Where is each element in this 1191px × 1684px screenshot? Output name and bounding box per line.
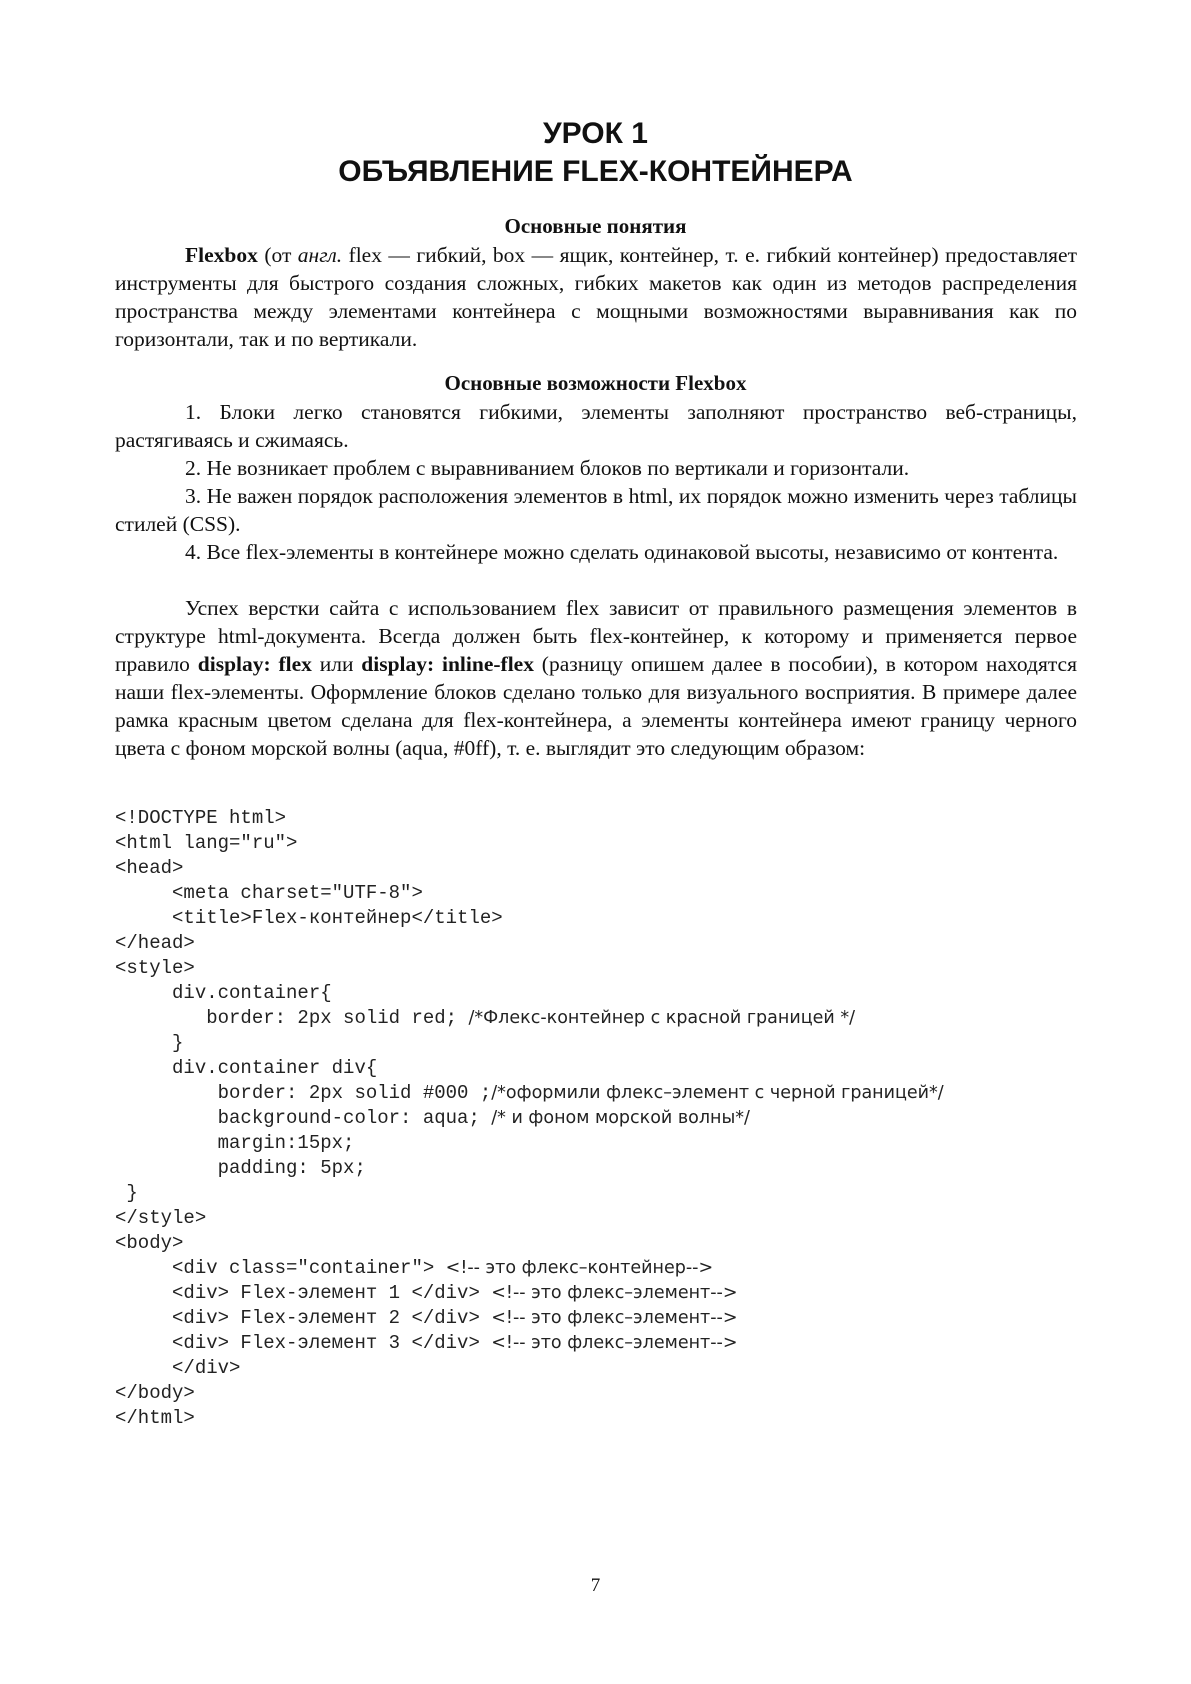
language-abbr: англ. <box>297 243 343 267</box>
paragraph-flexbox-definition <box>115 241 1077 353</box>
code-line: <div class="container"> <!-- это флекс–контейнер--> <box>115 1257 714 1279</box>
code-comment: /*Флекс-контейнер с красной границей */ <box>468 1008 855 1028</box>
code-line: </div> <box>115 1357 241 1379</box>
code-line: padding: 5px; <box>115 1157 366 1179</box>
text-fragment: (от <box>257 243 298 267</box>
code-term-display-inline-flex: display: inline-flex <box>361 652 534 676</box>
text-fragment: или <box>311 652 362 676</box>
code-line: <head> <box>115 857 184 879</box>
lesson-title: УРОК 1 <box>543 117 648 150</box>
code-comment: <!-- это флекс–элемент--> <box>491 1308 738 1328</box>
term-flexbox: Flexbox <box>185 243 258 267</box>
code-line: </style> <box>115 1207 207 1229</box>
code-line: </html> <box>115 1407 195 1429</box>
code-line: <div> Flex-элемент 2 </div> <!-- это флекс–элемент--> <box>115 1307 738 1329</box>
list-item: 2. Не возникает проблем с выравниванием блоков по вертикали и горизонтали. <box>185 456 910 480</box>
code-line: <div> Flex-элемент 3 </div> <!-- это флекс–элемент--> <box>115 1332 738 1354</box>
code-line: div.container{ <box>115 982 332 1004</box>
code-line: <style> <box>115 957 195 979</box>
code-line: <html lang="ru"> <box>115 832 298 854</box>
list-item: 3. Не важен порядок расположения элементов в html, их порядок можно изменить через таблицы стилей (CSS). <box>115 484 1077 536</box>
text-fragment: (разницу опишем далее в пособии), в котором находятся наши flex-элементы. Оформление блоков сделано только для визуального восприятия. В примере далее рамка красным цветом сделана для flex-контейнера, а элементы контейнера имеют границу черного цвета с фоном морской волны (aqua, #0ff), т. е. выглядит это следующим образом: <box>115 652 1077 760</box>
list-item: 4. Все flex-элементы в контейнере можно сделать одинаковой высоты, независимо от контента. <box>185 540 1059 564</box>
code-line: <div> Flex-элемент 1 </div> <!-- это флекс–элемент--> <box>115 1282 738 1304</box>
code-listing <box>115 806 1095 1431</box>
code-line: } <box>115 1032 184 1054</box>
code-line: border: 2px solid red; /*Флекс-контейнер с красной границей */ <box>115 1007 855 1029</box>
text-fragment: Успех верстки сайта с использованием flex зависит от правильного размещения элементов в структуре html-документа. Всегда должен быть flex-контейнер, к которому и применяется первое правило <box>115 596 1077 676</box>
code-line: <meta charset="UTF-8"> <box>115 882 423 904</box>
list-item: 1. Блоки легко становятся гибкими, элементы заполняют пространство веб-страницы, растягиваясь и сжимаясь. <box>115 400 1077 452</box>
section-heading-features: Основные возможности Flexbox <box>444 371 747 395</box>
code-line: border: 2px solid #000 ;/*оформили флекс–элемент с черной границей*/ <box>115 1082 944 1104</box>
paragraph-flex-usage <box>115 594 1077 762</box>
code-line: background-color: aqua; /* и фоном морской волны*/ <box>115 1107 750 1129</box>
code-comment: /* и фоном морской волны*/ <box>491 1108 750 1128</box>
code-line: <title>Flex-контейнер</title> <box>115 907 503 929</box>
code-line: } <box>115 1182 138 1204</box>
code-line: </body> <box>115 1382 195 1404</box>
section-heading-basics: Основные понятия <box>504 214 687 238</box>
code-comment: <!-- это флекс–элемент--> <box>491 1333 738 1353</box>
code-line: </head> <box>115 932 195 954</box>
text-fragment: flex — гибкий, box — ящик, контейнер, т. е. гибкий контейнер) предоставляет инструменты для быстрого создания сложных, гибких макетов как один из методов распределения пространства между элементами контейнера с мощными возможностями выравнивания как по горизонтали, так и по вертикали. <box>115 243 1077 351</box>
page-number: 7 <box>590 1575 601 1596</box>
code-comment: <!-- это флекс–элемент--> <box>491 1283 738 1303</box>
code-comment: <!-- это флекс–контейнер--> <box>445 1258 714 1278</box>
code-line: div.container div{ <box>115 1057 378 1079</box>
code-line: margin:15px; <box>115 1132 355 1154</box>
code-comment: /*оформили флекс–элемент с черной границей*/ <box>491 1083 944 1103</box>
code-line: <body> <box>115 1232 184 1254</box>
code-term-display-flex: display: flex <box>197 652 312 676</box>
code-line: <!DOCTYPE html> <box>115 807 287 829</box>
lesson-subtitle: ОБЪЯВЛЕНИЕ FLEX-КОНТЕЙНЕРА <box>338 155 853 188</box>
